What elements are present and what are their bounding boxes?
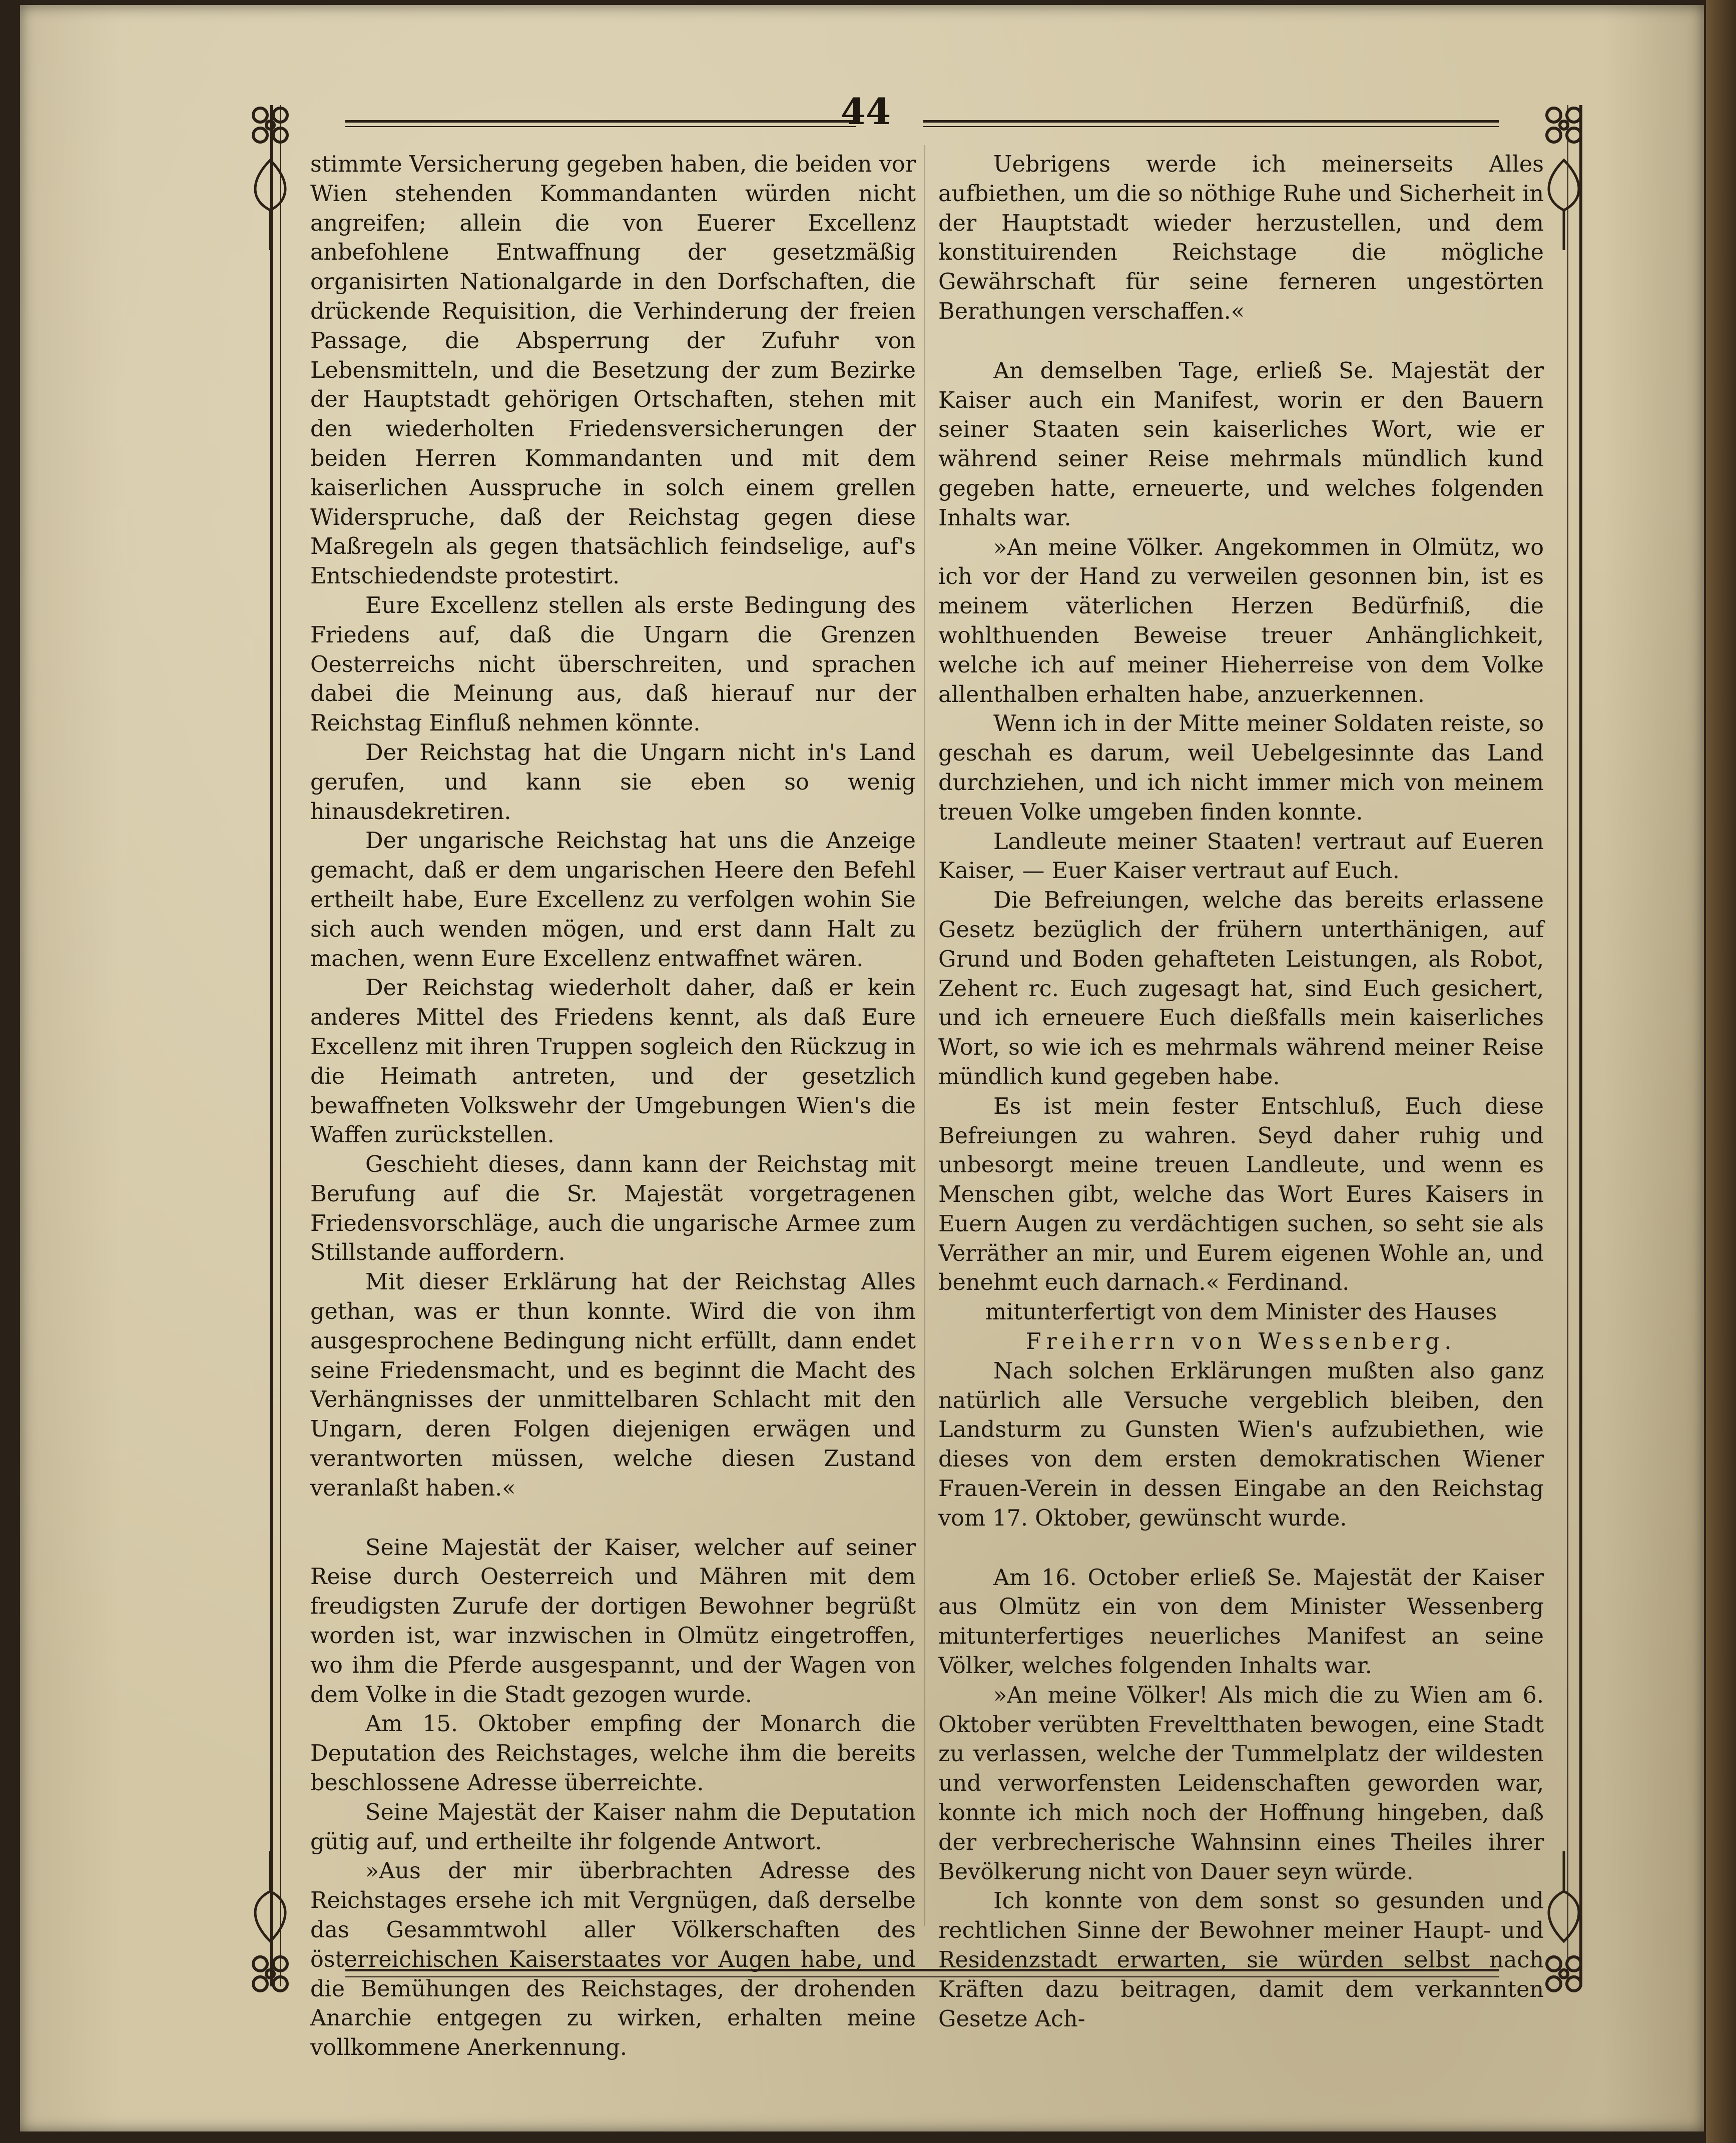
paragraph: Der Reichstag hat die Ungarn nicht in's Land gerufen, und kann sie eben so wenig hinausdekretiren.	[310, 740, 916, 825]
paragraph: An demselben Tage, erließ Se. Majestät der Kaiser auch ein Manifest, worin er den Bauern seiner Staaten sein kaiserliches Wort, wie er während seiner Reise mehrmals mündlich kund gegeben hatte, erneuerte, und welches folgenden Inhalts war.	[938, 358, 1544, 531]
scroll-ornament-icon	[240, 1851, 300, 1941]
paragraph: Ich konnte von dem sonst so gesunden und rechtlichen Sinne der Bewohner meiner Haupt- und Residenzstadt erwarten, sie würden selbst nach Kräften dazu beitragen, damit dem verkannten Gesetze Ach-	[938, 1888, 1544, 2032]
paragraph: Uebrigens werde ich meinerseits Alles aufbiethen, um die so nöthige Ruhe und Sicherheit in der Hauptstadt wieder herzustellen, und dem konstituirenden Reichstage die mögliche Gewährschaft für seine ferneren ungestörten Berathungen verschaffen.«	[938, 152, 1544, 324]
paragraph: Seine Majestät der Kaiser nahm die Deputation gütig auf, und ertheilte ihr folgende Antwort.	[310, 1799, 916, 1855]
scroll-ornament-icon	[240, 160, 300, 250]
top-rule-right-thin	[923, 126, 1499, 127]
paragraph: Am 16. October erließ Se. Majestät der Kaiser aus Olmütz ein von dem Minister Wessenberg mitunterfertiges neuerliches Manifest an seine Völker, welches folgenden Inhalts war.	[938, 1565, 1544, 1679]
paragraph: stimmte Versicherung gegeben haben, die beiden vor Wien stehenden Kommandanten würden nicht angreifen; allein die von Euerer Excellenz anbefohlene Entwaffnung der gesetzmäßig organisirten Nationalgarde in den Dorfschaften, die drückende Requisition, die Verhinderung der freien Passage, die Absperrung der Zufuhr von Lebensmitteln, und die Besetzung der zum Bezirke der Hauptstadt gehörigen Ortschaften, stehen mit den wiederholten Friedensversicherungen der beiden Herren Kommandanten und mit dem kaiserlichen Ausspruche in solch einem grellen Widerspruche, daß der Reichstag gegen diese Maßregeln als gegen thatsächlich feindselige, auf's Entschiedendste protestirt.	[310, 152, 916, 589]
left-column	[310, 150, 916, 2061]
paragraph: Die Befreiungen, welche das bereits erlassene Gesetz bezüglich der frühern unterthänigen, auf Grund und Boden gehafteten Leistungen, als Robot, Zehent rc. Euch zugesagt hat, sind Euch gesichert, und ich erneuere Euch dießfalls mein kaiserliches Wort, so wie ich es mehrmals während meiner Reise mündlich kund gegeben habe.	[938, 888, 1544, 1090]
paragraph: Es ist mein fester Entschluß, Euch diese Befreiungen zu wahren. Seyd daher ruhig und unbesorgt meine treuen Landleute, und wenn es Menschen gibt, welche das Wort Eures Kaisers in Euern Augen zu verdächtigen suchen, so seht sie als Verräther an mir, und Eurem eigenen Wohle an, und benehmt euch darnach.« Ferdinand.	[938, 1093, 1544, 1296]
top-rule-left	[345, 120, 856, 123]
paragraph: Mit dieser Erklärung hat der Reichstag Alles gethan, was er thun konnte. Wird die von ihm ausgesprochene Bedingung nicht erfüllt, dann endet seine Friedensmacht, und es beginnt die Macht des Verhängnisses der unmittelbaren Schlacht mit den Ungarn, deren Folgen diejenigen erwägen und verantworten müssen, welche diesen Zustand veranlaßt haben.«	[310, 1269, 916, 1501]
corner-ornament-icon	[238, 93, 303, 158]
paragraph: Der ungarische Reichstag hat uns die Anzeige gemacht, daß er dem ungarischen Heere den Befehl ertheilt habe, Eure Excellenz zu verfolgen wohin Sie sich auch wenden mögen, und erst dann Halt zu machen, wenn Eure Excellenz entwaffnet wären.	[310, 828, 916, 972]
right-column	[938, 150, 1544, 2032]
paragraph: Geschieht dieses, dann kann der Reichstag mit Berufung auf die Sr. Majestät vorgetragenen Friedensvorschläge, auch die ungarische Armee zum Stillstande auffordern.	[310, 1152, 916, 1266]
signature-line: Freiherrn von Wessenberg.	[1025, 1329, 1457, 1355]
paragraph: Nach solchen Erklärungen mußten also ganz natürlich alle Versuche vergeblich bleiben, den Landsturm zu Gunsten Wien's aufzubiethen, wie dieses von dem ersten demokratischen Wiener Frauen-Verein in dessen Eingabe an den Reichstag vom 17. Oktober, gewünscht wurde.	[938, 1358, 1544, 1531]
paragraph: »An meine Völker! Als mich die zu Wien am 6. Oktober verübten Freveltthaten bewogen, eine Stadt zu verlassen, welche der Tummelplatz der wildesten und verworfensten Leidenschaften geworden war, konnte ich mich noch der Hoffnung hingeben, daß der verbrecherische Wahnsinn eines Theiles ihrer Bevölkerung nicht von Dauer seyn würde.	[938, 1682, 1544, 1885]
paragraph: Am 15. Oktober empfing der Monarch die Deputation des Reichstages, welche ihm die bereits beschlossene Adresse überreichte.	[310, 1711, 916, 1796]
top-rule-right	[923, 120, 1499, 123]
top-rule-left-thin	[345, 126, 856, 127]
paragraph: Eure Excellenz stellen als erste Bedingung des Friedens auf, daß die Ungarn die Grenzen Oesterreichs nicht überschreiten, und sprachen dabei die Meinung aus, daß hierauf nur der Reichstag Einfluß nehmen könnte.	[310, 592, 916, 737]
corner-ornament-icon	[238, 1941, 303, 2006]
page-number: 44	[840, 90, 891, 133]
paragraph: Der Reichstag wiederholt daher, daß er kein anderes Mittel des Friedens kennt, als daß Eure Excellenz mit ihren Truppen sogleich den Rückzug in die Heimath antreten, und der gesetzlich bewaffneten Volkswehr der Umgebungen Wien's die Waffen zurückstellen.	[310, 975, 916, 1148]
book-binding-edge	[1706, 0, 1736, 2143]
column-divider	[924, 145, 925, 1926]
corner-ornament-icon	[1531, 93, 1596, 158]
paragraph: Seine Majestät der Kaiser, welcher auf seiner Reise durch Oesterreich und Mähren mit dem freudigsten Zurufe der dortigen Bewohner begrüßt worden ist, war inzwischen in Olmütz eingetroffen, wo ihm die Pferde ausgespannt, und der Wagen von dem Volke in die Stadt gezogen wurde.	[310, 1535, 916, 1708]
paragraph: »Aus der mir überbrachten Adresse des Reichstages ersehe ich mit Vergnügen, daß derselbe das Gesammtwohl aller Völkerschaften des österreichischen Kaiserstaates vor Augen habe, und die Bemühungen des Reichstages, der drohenden Anarchie entgegen zu wirken, erhalten meine vollkommene Anerkennung.	[310, 1858, 916, 2061]
paragraph: »An meine Völker. Angekommen in Olmütz, wo ich vor der Hand zu verweilen gesonnen bin, ist es meinem väterlichen Herzen Bedürfniß, die wohlthuenden Beweise treuer Anhänglichkeit, welche ich auf meiner Hieherreise von dem Volke allenthalben erhalten habe, anzuerkennen.	[938, 534, 1544, 707]
paragraph: Landleute meiner Staaten! vertraut auf Eueren Kaiser, — Euer Kaiser vertraut auf Euch.	[938, 829, 1544, 884]
signature-line: mitunterfertigt von dem Minister des Hauses	[985, 1299, 1497, 1325]
paragraph: Wenn ich in der Mitte meiner Soldaten reiste, so geschah es darum, weil Uebelgesinnte das Land durchziehen, und ich nicht immer mich von meinem treuen Volke umgeben finden konnte.	[938, 711, 1544, 825]
